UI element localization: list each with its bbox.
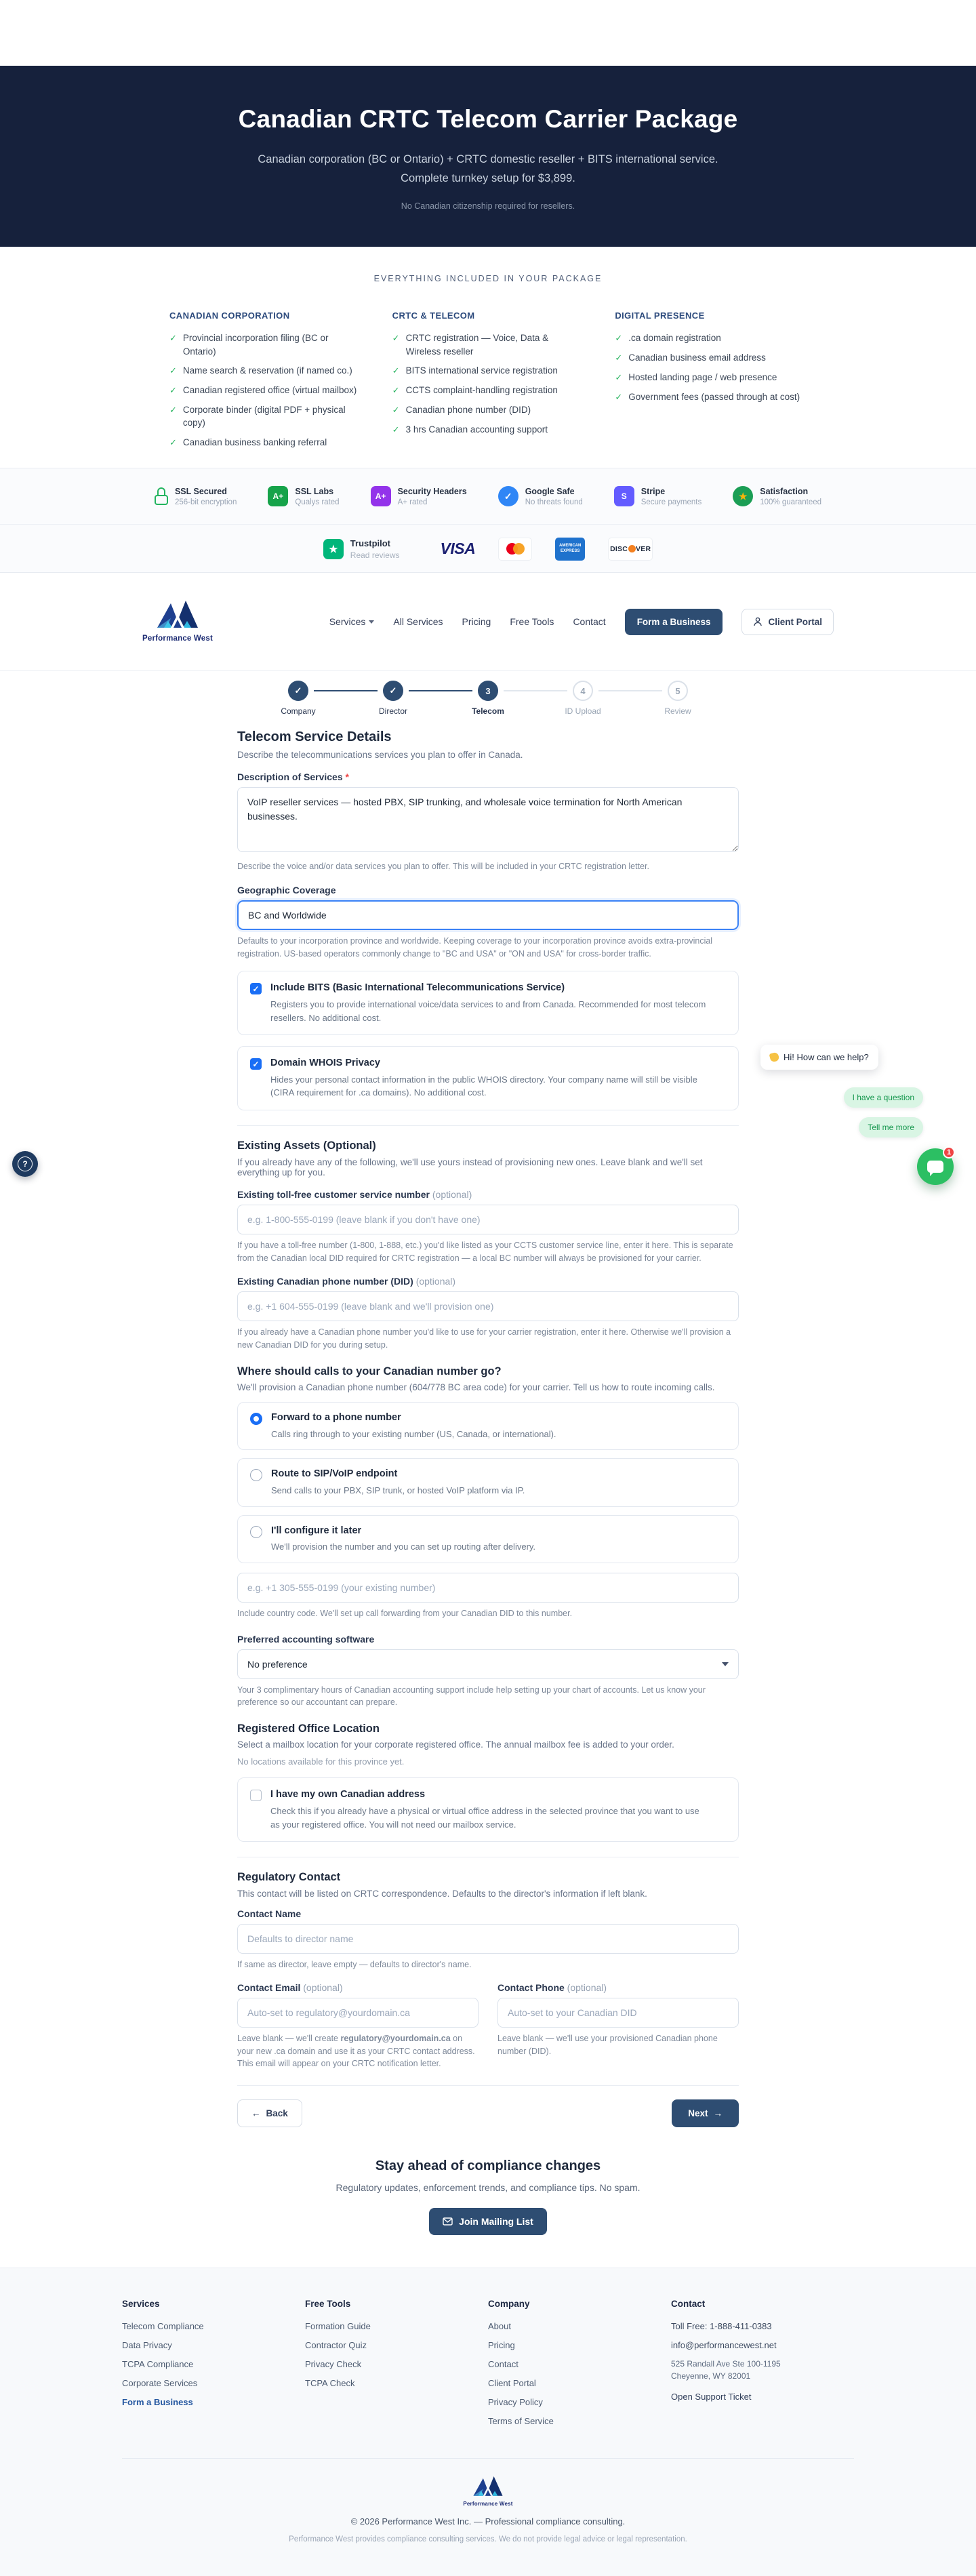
accessibility-help-button[interactable]: [12, 1151, 38, 1177]
nav-link-label: Free Tools: [510, 616, 554, 627]
footer-company-column: [488, 2299, 671, 2435]
back-button[interactable]: [237, 2099, 302, 2127]
client-portal-label: Client Portal: [768, 616, 822, 627]
footer-link-data-privacy[interactable]: Data Privacy: [122, 2340, 172, 2350]
top-navigation: [0, 573, 976, 671]
contact-grid: [237, 1982, 739, 2070]
included-item: [392, 364, 582, 378]
checkbox-checked-icon[interactable]: ✓: [250, 1058, 262, 1070]
option-title: I'll configure it later: [271, 1525, 362, 1536]
description-group: [237, 771, 739, 873]
badge-title: SSL Labs: [295, 486, 334, 496]
badge-title: Satisfaction: [760, 486, 809, 496]
did-group: [237, 1276, 739, 1352]
trust-strip: [0, 468, 976, 573]
nav-link-label: All Services: [393, 616, 443, 627]
included-item: [392, 384, 582, 397]
step-company[interactable]: [251, 681, 346, 716]
did-input[interactable]: [237, 1291, 739, 1321]
nav-menu: [329, 609, 834, 635]
required-asterisk: *: [345, 771, 349, 782]
next-label: Next: [688, 2108, 708, 2119]
label-text: Existing Canadian phone number (DID): [237, 1276, 413, 1287]
newsletter-title: Stay ahead of compliance changes: [375, 2158, 601, 2173]
footer-link-pricing[interactable]: Pricing: [488, 2340, 515, 2350]
hero-note: No Canadian citizenship required for resellers.: [401, 201, 575, 212]
footer-brand-logo: [463, 2476, 512, 2507]
top-spacer: [0, 0, 976, 66]
footer-contact-column: [671, 2299, 854, 2435]
accounting-label: Preferred accounting software: [237, 1633, 375, 1645]
included-columns: [169, 310, 807, 456]
badge-subtitle: Secure payments: [640, 498, 702, 506]
step-id-upload[interactable]: [535, 681, 630, 716]
check-icon: ✓: [392, 333, 400, 343]
label-text: Contact Email: [237, 1981, 301, 1993]
check-icon: ✓: [615, 333, 623, 343]
discover-icon: [608, 538, 653, 561]
hero-subtitle: Canadian corporation (BC or Ontario) + CRTC domestic reseller + BITS international service. Complete turnkey setup for $3,899.: [258, 153, 718, 185]
existing-assets-intro: If you already have any of the following, we'll use yours instead of provisioning new ones. Leave blank and we'll set everything up for you.: [237, 1156, 703, 1178]
footer-link-contractor-quiz[interactable]: Contractor Quiz: [305, 2340, 367, 2350]
bits-checkbox-card[interactable]: [237, 971, 739, 1035]
tollfree-input[interactable]: [237, 1205, 739, 1234]
option-description: Calls ring through to your existing number (US, Canada, or international).: [271, 1428, 556, 1439]
nav-link-services[interactable]: [329, 616, 375, 627]
reviews-payments-row: [0, 524, 976, 573]
contact-name-group: [237, 1908, 739, 1971]
form-title: Telecom Service Details: [237, 729, 392, 744]
trustpilot-title: Trustpilot: [350, 538, 391, 548]
newsletter-subtitle: Regulatory updates, enforcement trends, and compliance tips. No spam.: [336, 2182, 640, 2193]
chat-greeting-tooltip: [760, 1045, 878, 1070]
routing-section: [237, 1365, 739, 1392]
office-section: [237, 1723, 739, 1767]
badge-subtitle: A+ rated: [397, 498, 428, 506]
tollfree-group: [237, 1189, 739, 1265]
check-icon: ✓: [169, 404, 177, 415]
footer-link-formation-guide[interactable]: Formation Guide: [305, 2321, 371, 2331]
check-icon: ✓: [169, 365, 177, 376]
routing-option-sip[interactable]: [237, 1458, 739, 1506]
accounting-group: [237, 1634, 739, 1710]
join-mailing-list-label: Join Mailing List: [459, 2216, 533, 2227]
visa-icon: VISA: [440, 540, 476, 557]
check-icon: ✓: [169, 333, 177, 343]
description-help: Describe the voice and/or data services you plan to offer. This will be included in your CRTC registration letter.: [237, 862, 649, 871]
column-heading: DIGITAL PRESENCE: [615, 310, 705, 321]
footer-address-line2: Cheyenne, WY 82001: [671, 2371, 751, 2381]
label-text: Description of Services: [237, 771, 343, 782]
included-item: [615, 351, 805, 365]
footer-disclaimer: Performance West provides compliance consulting services. We do not provide legal advice or legal representation.: [289, 2535, 687, 2543]
included-item: [169, 403, 359, 430]
included-item-label: CRTC registration — Voice, Data & Wireless reseller: [405, 333, 549, 357]
footer-link-tcpa-compliance[interactable]: TCPA Compliance: [122, 2359, 194, 2369]
step-number: 5: [668, 681, 688, 701]
did-label: [237, 1276, 739, 1287]
chat-bubble-icon: [927, 1161, 943, 1173]
included-item-label: .ca domain registration: [628, 333, 721, 343]
newsletter-section: [0, 2101, 976, 2268]
existing-assets-title: Existing Assets (Optional): [237, 1139, 376, 1152]
contact-phone-group: [497, 1982, 739, 2070]
form-subtitle: Describe the telecommunications services you plan to offer in Canada.: [237, 750, 523, 760]
included-item-label: Government fees (passed through at cost): [628, 391, 800, 402]
footer-link-privacy-policy[interactable]: Privacy Policy: [488, 2397, 543, 2407]
contact-phone-help: Leave blank — we'll use your provisioned Canadian phone number (DID).: [497, 2033, 718, 2056]
included-column-corporation: [169, 310, 361, 456]
tollfree-help: If you have a toll-free number (1-800, 1-888, etc.) you'd like listed as your CCTS customer service line, enter it here. This is separate from the Canadian local DID required for CRTC registration — a local BC number will always be provisioned for your carrier.: [237, 1240, 733, 1263]
included-item-label: 3 hrs Canadian accounting support: [405, 424, 548, 435]
chat-quick-reply-question[interactable]: I have a question: [844, 1087, 923, 1108]
stripe-icon: S: [614, 486, 634, 506]
optional-tag: (optional): [567, 1981, 607, 1993]
badge-stripe: [614, 486, 702, 506]
arrow-right-icon: →: [713, 2108, 723, 2119]
routing-option-forward[interactable]: [237, 1402, 739, 1450]
hero-banner: [0, 66, 976, 247]
contact-email-group: [237, 1982, 479, 2070]
badge-title: SSL Secured: [174, 486, 227, 496]
label-text: Existing toll-free customer service number: [237, 1188, 430, 1200]
optional-tag: (optional): [415, 1276, 456, 1287]
footer-column-heading: Contact: [671, 2299, 706, 2309]
footer-link-privacy-check[interactable]: Privacy Check: [305, 2359, 362, 2369]
footer-address-line1: 525 Randall Ave Ste 100-1195: [671, 2359, 781, 2369]
contact-name-label: Contact Name: [237, 1908, 302, 1920]
included-item-label: Canadian registered office (virtual mailbox): [182, 384, 357, 395]
radio-unselected-icon[interactable]: [250, 1469, 262, 1481]
forward-number-help: Include country code. We'll set up call forwarding from your Canadian DID to this number.: [237, 1608, 573, 1618]
coverage-group: [237, 885, 739, 961]
amex-icon: AMERICAN EXPRESS: [555, 538, 585, 561]
accounting-select[interactable]: [237, 1649, 739, 1679]
step-label: Review: [664, 706, 691, 716]
badge-subtitle: No threats found: [525, 498, 583, 506]
column-heading: CRTC & TELECOM: [392, 310, 475, 321]
step-label: Director: [378, 706, 407, 716]
badge-security-headers: [371, 486, 467, 506]
accounting-help: Your 3 complimentary hours of Canadian accounting support include help setting up your chart of accounts. Let us know your preference so our accountant can prepare.: [237, 1685, 706, 1708]
footer-copyright: © 2026 Performance West Inc. — Professional compliance consulting.: [350, 2516, 626, 2527]
checkbox-unchecked-icon[interactable]: [250, 1790, 262, 1801]
footer-link-contact[interactable]: Contact: [488, 2359, 518, 2369]
footer-column-heading: Free Tools: [305, 2299, 351, 2309]
badge-satisfaction: [733, 486, 821, 506]
badge-title: Security Headers: [397, 486, 467, 496]
badge-title: Stripe: [640, 486, 666, 496]
option-title: Route to SIP/VoIP endpoint: [271, 1468, 398, 1480]
discover-text: DISC: [610, 544, 628, 553]
included-item-label: CCTS complaint-handling registration: [405, 384, 558, 395]
badge-ssl-secured: [155, 487, 237, 506]
check-icon: ✓: [169, 384, 177, 395]
included-item: [615, 371, 805, 384]
check-icon: ✓: [615, 371, 623, 382]
own-address-title: I have my own Canadian address: [270, 1789, 426, 1800]
forward-number-input[interactable]: [237, 1573, 739, 1603]
divider: [237, 2085, 739, 2086]
security-headers-icon: A+: [371, 486, 391, 506]
included-item: [615, 390, 805, 404]
nav-link-label: Pricing: [462, 616, 491, 627]
included-item-label: Name search & reservation (if named co.): [182, 365, 352, 376]
included-item: [169, 331, 359, 358]
description-textarea[interactable]: [237, 787, 739, 852]
envelope-icon: [443, 2217, 453, 2226]
accounting-selected-value: No preference: [247, 1658, 308, 1670]
next-button[interactable]: [672, 2099, 739, 2127]
footer-link-tcpa-check[interactable]: TCPA Check: [305, 2378, 355, 2388]
included-item: [392, 331, 582, 358]
badge-subtitle: 256-bit encryption: [174, 498, 237, 506]
check-icon: ✓: [392, 424, 400, 435]
included-item-label: Provincial incorporation filing (BC or Ontario): [182, 333, 329, 357]
option-title: Forward to a phone number: [271, 1411, 401, 1423]
included-item: [392, 403, 582, 417]
select-caret-icon: [722, 1662, 729, 1666]
tollfree-label: [237, 1189, 739, 1200]
nav-link-pricing[interactable]: [462, 616, 491, 627]
check-icon: ✓: [615, 352, 623, 363]
badge-subtitle: Qualys rated: [295, 498, 340, 506]
brand-name: Performance West: [142, 635, 213, 643]
help-text: on your new .ca domain and use it as your CRTC contact address. This email will appear on your CRTC notification letter.: [237, 2033, 475, 2069]
contact-name-help: If same as director, leave empty — defaults to director's name.: [237, 1960, 472, 1970]
routing-intro: We'll provision a Canadian phone number (604/778 BC area code) for your carrier. Tell us how to route incoming calls.: [237, 1382, 715, 1392]
divider: [237, 1125, 739, 1126]
badge-ssl-labs: [268, 486, 339, 506]
google-safe-icon: ✓: [498, 486, 518, 506]
nav-link-free-tools[interactable]: [510, 616, 554, 627]
contact-email-help: [237, 2032, 479, 2070]
footer-link-about[interactable]: About: [488, 2321, 511, 2331]
footer-bottom: [122, 2458, 854, 2543]
included-item: [615, 331, 805, 345]
client-portal-button[interactable]: [741, 609, 834, 635]
mastercard-icon: [498, 538, 532, 561]
regulatory-intro: This contact will be listed on CRTC correspondence. Defaults to the director's information if left blank.: [237, 1889, 647, 1899]
optional-tag: (optional): [303, 1981, 343, 1993]
option-description: Send calls to your PBX, SIP trunk, or hosted VoIP platform via IP.: [271, 1485, 525, 1496]
step-check-icon: ✓: [383, 681, 403, 701]
chat-greeting-text: Hi! How can we help?: [784, 1052, 869, 1062]
footer-phone[interactable]: Toll Free: 1-888-411-0383: [671, 2321, 772, 2331]
bits-description: Registers you to provide international voice/data services to and from Canada. Recommended for most telecom resellers. No additional cost.: [270, 999, 706, 1023]
included-item-label: Corporate binder (digital PDF + physical copy): [182, 404, 346, 428]
question-mark-icon: ?: [18, 1156, 33, 1171]
forward-number-group: [237, 1573, 739, 1620]
label-text: Contact Phone: [497, 1981, 565, 1993]
step-label: Telecom: [472, 706, 504, 716]
whois-checkbox-card[interactable]: [237, 1046, 739, 1110]
footer-link-client-portal[interactable]: Client Portal: [488, 2378, 536, 2388]
included-item-label: BITS international service registration: [405, 365, 558, 376]
office-intro: Select a mailbox location for your corporate registered office. The annual mailbox fee is added to your order.: [237, 1739, 674, 1750]
lock-icon: [155, 487, 168, 505]
trustpilot-star-icon: ★: [323, 539, 344, 559]
footer-tools-column: [305, 2299, 488, 2435]
office-title: Registered Office Location: [237, 1723, 380, 1735]
chat-launcher-button[interactable]: [917, 1148, 954, 1185]
person-icon: [753, 617, 762, 626]
checkbox-checked-icon[interactable]: ✓: [250, 983, 262, 994]
footer-brand-name: Performance West: [463, 2501, 513, 2507]
bits-title: Include BITS (Basic International Telecommunications Service): [270, 982, 565, 994]
check-icon: ✓: [392, 404, 400, 415]
included-item: [169, 384, 359, 397]
routing-option-later[interactable]: [237, 1515, 739, 1563]
ssl-labs-icon: A+: [268, 486, 288, 506]
nav-link-label: Services: [329, 616, 366, 627]
contact-phone-label: [497, 1982, 739, 1993]
back-label: Back: [266, 2108, 288, 2119]
contact-email-label: [237, 1982, 479, 1993]
trustpilot-subtitle: Read reviews: [350, 550, 400, 560]
discover-o-icon: [628, 545, 636, 552]
step-number: 4: [573, 681, 593, 701]
included-item-label: Canadian business banking referral: [182, 437, 327, 447]
footer-link-form-a-business[interactable]: Form a Business: [122, 2397, 193, 2407]
regulatory-section: [237, 1871, 739, 1899]
mountain-logo-icon: [472, 2476, 504, 2499]
satisfaction-star-icon: ★: [733, 486, 753, 506]
telecom-form: [237, 729, 739, 2127]
chat-quick-reply-tell-me-more[interactable]: Tell me more: [859, 1117, 923, 1138]
main-content: [0, 671, 976, 2119]
footer-support-ticket-link[interactable]: Open Support Ticket: [671, 2392, 752, 2402]
did-help: If you already have a Canadian phone number you'd like to use for your carrier registration, enter it here. Otherwise we'll provision a new Canadian DID for you during setup.: [237, 1327, 731, 1350]
office-empty-note: No locations available for this province yet.: [237, 1756, 405, 1767]
help-bold-text: regulatory@yourdomain.ca: [340, 2033, 451, 2043]
mountain-logo-icon: [156, 601, 199, 632]
discover-text: VER: [636, 544, 651, 553]
footer: [0, 2268, 976, 2576]
included-title: EVERYTHING INCLUDED IN YOUR PACKAGE: [373, 274, 603, 283]
included-item: [392, 423, 582, 437]
routing-title: Where should calls to your Canadian number go?: [237, 1365, 502, 1377]
included-item: [169, 364, 359, 378]
progress-stepper: [251, 681, 725, 716]
nav-link-label: Contact: [573, 616, 606, 627]
existing-assets-section: [237, 1140, 739, 1178]
check-icon: ✓: [615, 391, 623, 402]
footer-services-column: [122, 2299, 305, 2435]
option-description: We'll provision the number and you can set up routing after delivery.: [271, 1542, 536, 1552]
whois-description: Hides your personal contact information in the public WHOIS directory. Your company name will still be visible (CIRA requirement for .ca domains). No additional cost.: [270, 1074, 697, 1098]
help-text: Leave blank — we'll create: [237, 2033, 341, 2043]
description-label: [237, 771, 739, 782]
wave-emoji-icon: [769, 1052, 780, 1063]
regulatory-title: Regulatory Contact: [237, 1871, 341, 1884]
footer-link-terms[interactable]: Terms of Service: [488, 2416, 554, 2426]
included-item: [169, 436, 359, 449]
step-number: 3: [478, 681, 498, 701]
included-column-telecom: [392, 310, 584, 456]
contact-email-input[interactable]: [237, 1998, 479, 2028]
badge-title: Google Safe: [525, 486, 575, 496]
footer-column-heading: Services: [122, 2299, 160, 2309]
footer-column-heading: Company: [488, 2299, 530, 2309]
check-icon: ✓: [392, 365, 400, 376]
included-item-label: Canadian business email address: [628, 352, 766, 363]
check-icon: ✓: [169, 437, 177, 447]
step-review[interactable]: [630, 681, 725, 716]
step-check-icon: ✓: [288, 681, 308, 701]
coverage-label: Geographic Coverage: [237, 884, 336, 895]
badge-subtitle: 100% guaranteed: [760, 498, 822, 506]
coverage-input[interactable]: [237, 900, 739, 930]
chevron-down-icon: [369, 620, 374, 624]
own-address-description: Check this if you already have a physical or virtual office address in the selected province that you want to use as your registered office. You will not need our mailbox service.: [270, 1806, 699, 1830]
nav-link-contact[interactable]: [573, 616, 605, 627]
arrow-left-icon: ←: [251, 2108, 261, 2119]
footer-link-telecom-compliance[interactable]: Telecom Compliance: [122, 2321, 204, 2331]
radio-selected-icon[interactable]: [250, 1413, 262, 1425]
footer-link-corporate-services[interactable]: Corporate Services: [122, 2378, 198, 2388]
included-column-digital: [615, 310, 807, 456]
step-telecom[interactable]: [441, 681, 535, 716]
step-director[interactable]: [346, 681, 441, 716]
included-section: [0, 247, 976, 468]
form-a-business-button[interactable]: Form a Business: [625, 609, 723, 635]
step-label: Company: [281, 706, 316, 716]
radio-unselected-icon[interactable]: [250, 1526, 262, 1538]
optional-tag: (optional): [432, 1188, 472, 1200]
step-label: ID Upload: [565, 706, 601, 716]
whois-title: Domain WHOIS Privacy: [270, 1058, 380, 1069]
column-heading: CANADIAN CORPORATION: [169, 310, 290, 321]
brand-logo[interactable]: [142, 601, 213, 643]
included-item-label: Canadian phone number (DID): [405, 404, 531, 415]
contact-name-input[interactable]: [237, 1924, 739, 1954]
chat-unread-badge: 1: [943, 1146, 955, 1159]
contact-phone-input[interactable]: [497, 1998, 739, 2028]
hero-title: Canadian CRTC Telecom Carrier Package: [238, 105, 738, 133]
join-mailing-list-button[interactable]: [429, 2208, 547, 2235]
trustpilot-badge[interactable]: [323, 538, 400, 560]
check-icon: ✓: [392, 384, 400, 395]
coverage-help: Defaults to your incorporation province and worldwide. Keeping coverage to your incorporation province avoids extra-provincial registration. US-based operators commonly change to "BC and USA" or "ON and USA" for cross-border traffic.: [237, 935, 713, 959]
trust-badges-row: [0, 468, 976, 524]
own-address-checkbox-card[interactable]: [237, 1777, 739, 1842]
footer-email[interactable]: info@performancewest.net: [671, 2340, 777, 2350]
badge-google-safe: [498, 486, 583, 506]
included-item-label: Hosted landing page / web presence: [628, 371, 777, 382]
nav-link-all-services[interactable]: [393, 616, 443, 627]
